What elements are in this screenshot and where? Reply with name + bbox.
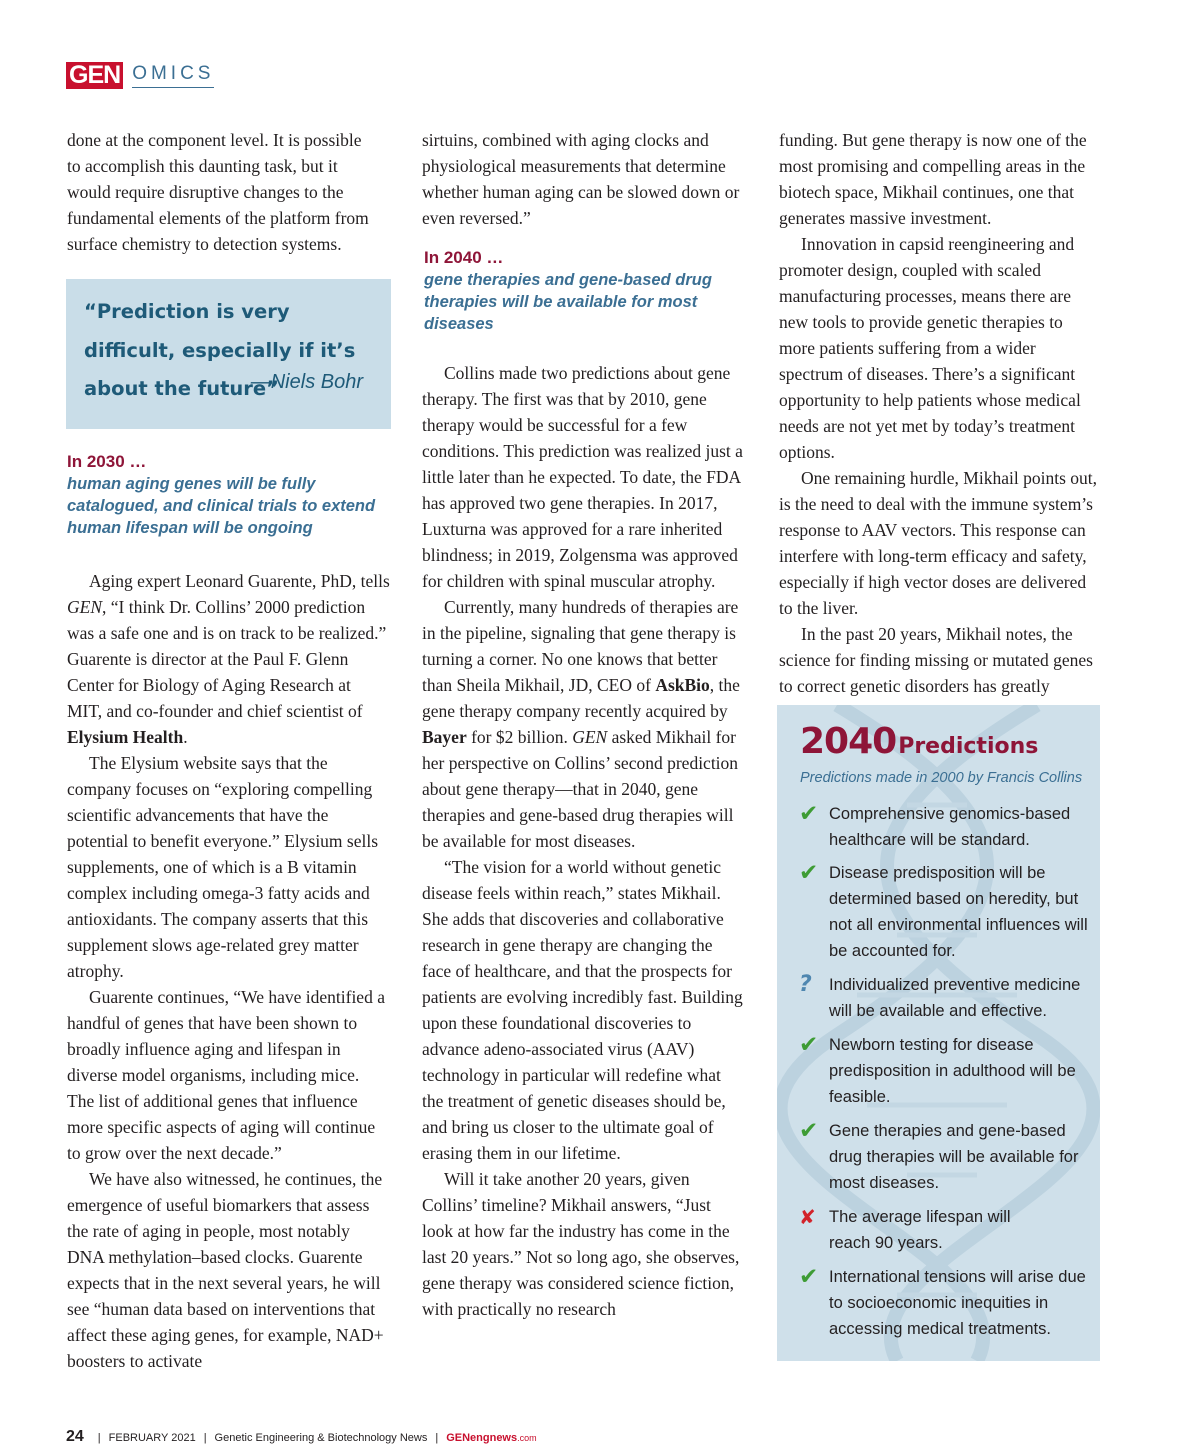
- column-2-body: [422, 360, 744, 1322]
- col2-p3-askbio: AskBio: [655, 675, 710, 695]
- prediction-item-text: International tensions will arise due to socioeconomic inequities in accessing medical treatments.: [829, 1268, 1086, 1338]
- col1-paragraph-2: [67, 568, 390, 750]
- col1-paragraph-4: Guarente continues, “We have identified a handful of genes that have been shown to broadly influence aging and lifespan in diverse model organisms, including mice. The list of additional genes that influence more specific aspects of aging will continue to grow over the next decade.”: [67, 987, 385, 1163]
- column-2: [422, 127, 744, 231]
- col1-p2-text-c: .: [183, 727, 188, 747]
- col2-p3-text-b: , the gene therapy company recently acquired by: [422, 675, 740, 721]
- col2-p3-bayer: Bayer: [422, 727, 467, 747]
- col2-p3-gen: GEN: [572, 727, 608, 747]
- page-header: [66, 62, 214, 89]
- col1-p2-company: Elysium Health: [67, 727, 184, 747]
- sidebar-title: [800, 721, 1038, 762]
- prediction-item-text: Individualized preventive medicine will be available and effective.: [829, 976, 1081, 1020]
- check-icon: ✔: [799, 1032, 819, 1058]
- col1-p2-text-b: , “I think Dr. Collins’ 2000 prediction was a safe one and is on track to be realized.” Guarente is director at the Paul F. Glenn Center for Biology of Aging Research at MIT, and co-founder and chief scientist of: [67, 597, 387, 721]
- column-1-body: [67, 568, 390, 1374]
- prediction-item: [799, 1118, 1099, 1196]
- prediction-2030-text: human aging genes will be fully catalogued, and clinical trials to extend human lifespan will be ongoing: [67, 475, 376, 537]
- col3-paragraph-3: One remaining hurdle, Mikhail points out, is the need to deal with the immune system’s response to AAV vectors. This response can interfere with long-term efficacy and safety, especially if high vector doses are delivered to the liver.: [779, 468, 1097, 618]
- publication-name: Genetic Engineering & Biotechnology News: [214, 1432, 428, 1444]
- col2-paragraph-4: “The vision for a world without genetic disease feels within reach,” states Mikhail. She adds that discoveries and collaborative research in gene therapy are changing the face of healthcare, and that the prospects for patients are evolving incredibly fast. Building upon these foundational discoveries to advance adeno-associated virus (AAV) technology in particular will redefine what the treatment of genetic diseases should be, and bring us closer to the ultimate goal of erasing them in our lifetime.: [422, 857, 743, 1163]
- question-icon: ?: [799, 972, 812, 997]
- col2-paragraph-3: [422, 594, 744, 854]
- check-icon: ✔: [799, 801, 819, 827]
- col3-paragraph-1: funding. But gene therapy is now one of the most promising and compelling areas in the biotech space, Mikhail continues, one that generates massive investment.: [779, 130, 1087, 228]
- col2-paragraph-1: sirtuins, combined with aging clocks and physiological measurements that determine whether human aging can be slowed down or even reversed.”: [422, 130, 740, 228]
- pull-quote: [66, 279, 391, 429]
- prediction-item-text: Gene therapies and gene-based drug therapies will be available for most diseases.: [829, 1122, 1079, 1192]
- prediction-item: [799, 972, 1099, 1024]
- section-name: OMICS: [132, 63, 214, 88]
- col1-paragraph-3: The Elysium website says that the company focuses on “exploring compelling scientific advancements that have the potential to benefit everyone.” Elysium sells supplements, one of which is a B vitamin complex including omega-3 fatty acids and antioxidants. The company asserts that this supplement slows age-related grey matter atrophy.: [67, 753, 379, 981]
- issue-date: FEBRUARY 2021: [108, 1432, 196, 1444]
- col1-paragraph-5: We have also witnessed, he continues, the emergence of useful biomarkers that assess the rate of aging in people, most notably DNA methylation–based clocks. Guarente expects that in the next several years, he will see “human data based on interventions that affect these aging genes, for example, NAD+ boosters to activate: [67, 1169, 384, 1371]
- prediction-item: [799, 801, 1099, 853]
- prediction-2040-year: In 2040 …: [424, 248, 504, 267]
- col2-p3-text-d: asked Mikhail for her perspective on Collins’ second prediction about gene therapy—that in 2040, gene therapies and gene-based drug therapies will be available for most diseases.: [422, 727, 739, 851]
- prediction-2040-heading: [424, 247, 744, 335]
- col1-paragraph-1: done at the component level. It is possible to accomplish this daunting task, but it would require disruptive changes to the fundamental elements of the platform from surface chemistry to detection systems.: [67, 130, 369, 254]
- page-number: 24: [66, 1428, 84, 1445]
- col2-p3-text-c: for $2 billion.: [466, 727, 573, 747]
- check-icon: ✔: [799, 1264, 819, 1290]
- prediction-item-text: The average lifespan will reach 90 years.: [829, 1208, 1011, 1252]
- cross-icon: ✘: [799, 1205, 816, 1229]
- column-3: [779, 127, 1100, 699]
- prediction-item: [799, 1264, 1099, 1342]
- pull-quote-attribution: —Niels Bohr: [250, 371, 363, 393]
- col3-paragraph-4: In the past 20 years, Mikhail notes, the science for finding missing or mutated genes to correct genetic disorders has greatly: [779, 624, 1093, 696]
- col1-p2-text-a: Aging expert Leonard Guarente, PhD, tells: [89, 571, 390, 591]
- predictions-sidebar: [777, 705, 1100, 1361]
- check-icon: ✔: [799, 860, 819, 886]
- gen-logo: GEN: [66, 62, 123, 89]
- site-link-suffix[interactable]: .com: [517, 1433, 537, 1443]
- prediction-item: [799, 1204, 1099, 1256]
- prediction-item-text: Comprehensive genomics-based healthcare will be standard.: [829, 805, 1071, 849]
- prediction-item: [799, 1032, 1099, 1110]
- sidebar-title-number: 2040: [800, 721, 897, 762]
- col2-paragraph-2: Collins made two predictions about gene therapy. The first was that by 2010, gene therapy would be successful for a few conditions. This prediction was realized just a little later than he expected. To date, the FDA has approved two gene therapies. In 2017, Luxturna was approved for a rare inherited blindness; in 2019, Zolgensma was approved for children with spinal muscular atrophy.: [422, 363, 743, 591]
- page-footer: 24 | FEBRUARY 2021 | Genetic Engineering & Biotechnology News | GENengnews.com: [66, 1428, 537, 1445]
- col2-p3-text-a: Currently, many hundreds of therapies are in the pipeline, signaling that gene therapy is turning a corner. No one knows that better than Sheila Mikhail, JD, CEO of: [422, 597, 739, 695]
- prediction-2030-heading: [67, 451, 392, 539]
- prediction-item-text: Disease predisposition will be determined based on heredity, but not all environmental influences will be accounted for.: [829, 864, 1088, 960]
- prediction-2030-year: In 2030 …: [67, 452, 147, 471]
- prediction-item: [799, 860, 1099, 964]
- column-1: [67, 127, 390, 257]
- sidebar-subtitle: Predictions made in 2000 by Francis Collins: [800, 770, 1083, 786]
- sidebar-title-word: Predictions: [898, 734, 1039, 759]
- prediction-2040-text: gene therapies and gene-based drug therapies will be available for most diseases: [424, 271, 712, 333]
- pull-quote-text: “Prediction is very difficult, especially if it’s about the future”: [84, 300, 356, 400]
- col3-paragraph-2: Innovation in capsid reengineering and promoter design, coupled with scaled manufacturing processes, means there are new tools to provide genetic therapies to more patients suffering from a wider spectrum of diseases. There’s a significant opportunity to help patients whose medical needs are not yet met by today’s treatment options.: [779, 234, 1081, 462]
- col1-p2-gen: GEN: [67, 597, 102, 617]
- prediction-item-text: Newborn testing for disease predisposition in adulthood will be feasible.: [829, 1036, 1076, 1106]
- col2-paragraph-5: Will it take another 20 years, given Collins’ timeline? Mikhail answers, “Just look at how far the industry has come in the last 20 years.” Not so long ago, she observes, gene therapy was considered science fiction, with practically no research: [422, 1169, 740, 1319]
- site-link[interactable]: GENengnews: [446, 1432, 518, 1444]
- check-icon: ✔: [799, 1118, 819, 1144]
